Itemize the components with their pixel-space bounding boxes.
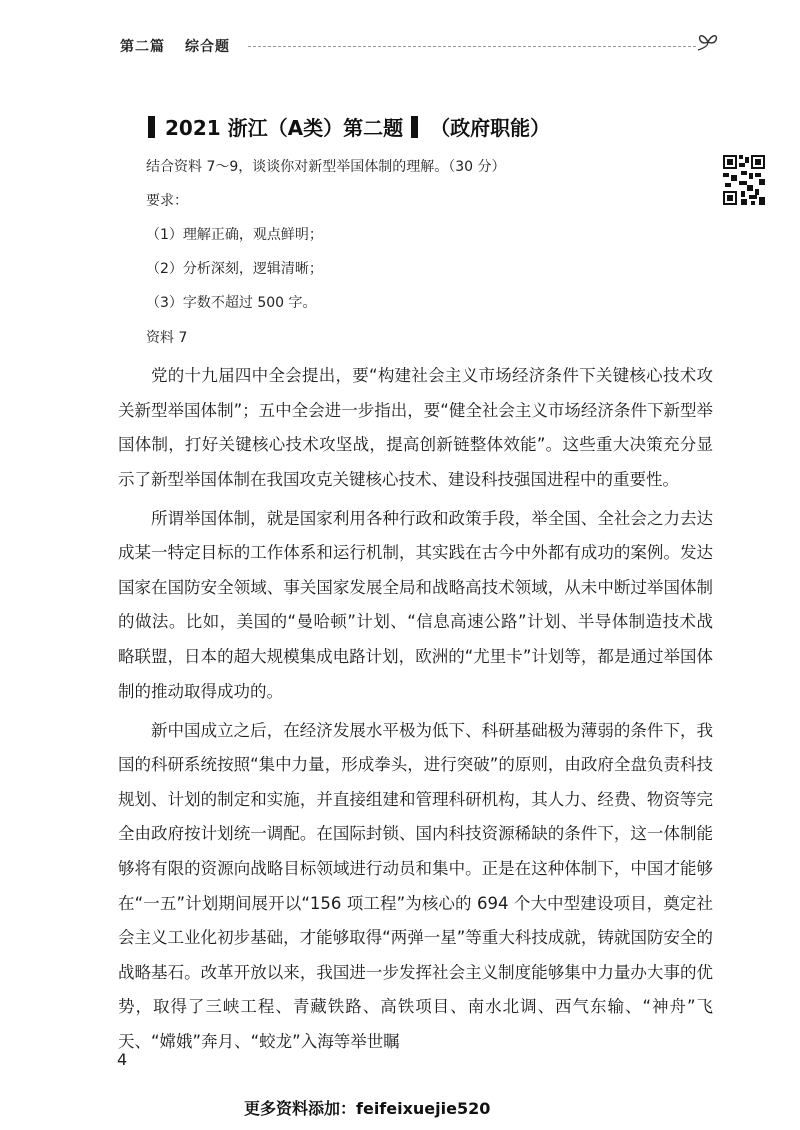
prompt-text: 结合资料 7～9，谈谈你对新型举国体制的理解。（30 分） [146, 159, 506, 175]
header-title: 综合题 [185, 39, 230, 55]
requirement-item: （3）字数不超过 500 字。 [146, 295, 317, 311]
header-rule [248, 46, 696, 47]
requirement-item: （1）理解正确，观点鲜明； [146, 227, 323, 243]
running-header [120, 36, 250, 56]
paragraph: 所谓举国体制，就是国家利用各种行政和政策手段，举全国、全社会之力去达成某一特定目标的工作体系和运行机制，其实践在古今中外都有成功的案例。发达国家在国防安全领域、事关国家发展全局和战略高技术领域，从未中断过举国体制的做法。比如，美国的“曼哈顿”计划、“信息高速公路”计划、半导体制造技术战略联盟，日本的超大规模集成电路计划，欧洲的“尤里卡”计划等，都是通过举国体制的推动取得成功的。 [118, 508, 713, 701]
question-title [148, 112, 550, 141]
leaf-ornament-icon [696, 28, 720, 52]
requirements-label: 要求： [146, 193, 188, 209]
page-number: 4 [117, 1050, 128, 1069]
qr-code-icon[interactable] [723, 155, 765, 205]
material-label: 资料 7 [146, 330, 188, 346]
title-bar-right [411, 116, 418, 138]
paragraph: 新中国成立之后，在经济发展水平极为低下、科研基础极为薄弱的条件下，我国的科研系统按照“集中力量，形成拳头，进行突破”的原则，由政府全盘负责科技规划、计划的制定和实施，并直接组建和管理科研机构，其人力、经费、物资等完全由政府按计划统一调配。在国际封锁、国内科技资源稀缺的条件下，这一体制能够将有限的资源向战略目标领域进行动员和集中。正是在这种体制下，中国才能够在“一五”计划期间展开以“156 项工程”为核心的 694 个大中型建设项目，奠定社会主义工业化初步基础，才能够取得“两弹一星”等重大科技成就，铸就国防安全的战略基石。改革开放以来，我国进一步发挥社会主义制度能够集中力量办大事的优势，取得了三峡工程、青藏铁路、高铁项目、南水北调、西气东输、“神舟”飞天、“嫦娥”奔月、“蛟龙”入海等举世瞩 [118, 720, 713, 1051]
title-bar-left [148, 116, 155, 138]
title-main: 2021 浙江（A类）第二题 [165, 116, 404, 140]
question-prompt [146, 157, 506, 327]
header-section: 第二篇 [120, 39, 165, 55]
requirement-item: （2）分析深刻，逻辑清晰； [146, 261, 323, 277]
footer-note: 更多资料添加：feifeixuejie520 [244, 1099, 491, 1118]
paragraph: 党的十九届四中全会提出，要“构建社会主义市场经济条件下关键核心技术攻关新型举国体制”；五中全会进一步指出，要“健全社会主义市场经济条件下新型举国体制，打好关键核心技术攻坚战，提高创新链整体效能”。这些重大决策充分显示了新型举国体制在我国攻克关键核心技术、建设科技强国进程中的重要性。 [118, 366, 713, 489]
title-tag: （政府职能） [430, 116, 551, 140]
material-body [118, 359, 713, 1064]
